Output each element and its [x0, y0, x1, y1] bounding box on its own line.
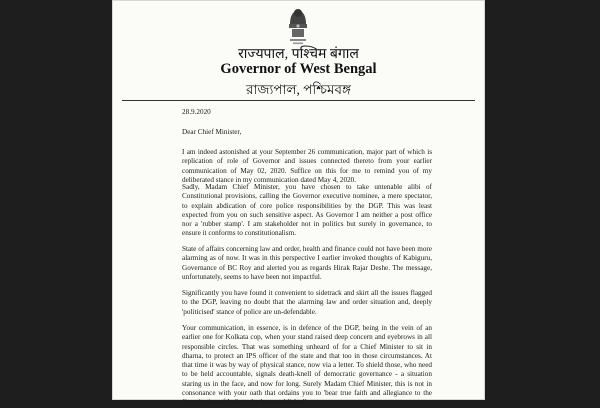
- title-english: Governor of West Bengal: [220, 61, 377, 77]
- title-hindi: राज्यपाल, पश्चिम बंगाल: [238, 47, 359, 62]
- state-emblem-icon: [284, 4, 312, 48]
- letter-paragraph-4: Significantly you have found it convenient to sidetrack and skirt all the issues flagged to the DGP, leaving no doubt that the alarming law and order situation and, deeply 'politicised' stance of police are un-defendable.: [182, 289, 432, 316]
- letter-salutation: Dear Chief Minister,: [182, 128, 242, 136]
- letter-paragraph-1: I am indeed astonished at your September 26 communication, major part of which is replication of role of Governor and issues connected thereto from your earlier communication of May 02, 2020. Suffice on this for me to remind you of my deliberated stance in my communication dated May 4, 2020.: [182, 148, 432, 184]
- letter-paragraph-5: Your communication, in essence, is in defence of the DGP, being in the vein of an earlier one for Kolkata cop, when your stand raised deep concern and eyebrows in all responsible circles. That was something unheard of for a Chief Minister to sit in dharna, to protect an IPS officer of the state and that too in those circumstances. At that time it was by way of physical stance, now via a letter. To shield those, who need to be held accountable, signals death-knell of democratic governance - a situation staring us in the face, and now for long. Surely Madam Chief Minister, this is not in consonance with your oath that ordains you to 'bear true faith and allegiance to the Constitution of India as by law established'.: [182, 324, 432, 407]
- letter-date: 28.9.2020: [182, 108, 211, 116]
- letter-page: [112, 0, 485, 407]
- letter-paragraph-3: State of affairs concerning law and order, health and finance could not have been more alarming as of now. It was in this perspective I earlier invoked thoughts of Kabiguru, Governance of BC Roy and alerted you as regards Hirak Rajar Deshe. The message, unfortunately, seems to have been not impactful.: [182, 245, 432, 281]
- title-bengali: রাজ্যপাল, পশ্চিমবঙ্গ: [246, 82, 351, 97]
- letter-paragraph-2: Sadly, Madam Chief Minister, you have chosen to take untenable alibi of Constitutional provisions, calling the Governor executive nominee, a mere spectator, to explain abdication of core police responsibilities by the DGP. This was least expected from you on such sensitive aspect. As Governor I am neither a post office nor a 'rubber stamp'. I am stakeholder not in politics but surely in governance, to ensure it conforms to constitutionalism.: [182, 183, 432, 238]
- header-divider: [122, 100, 475, 101]
